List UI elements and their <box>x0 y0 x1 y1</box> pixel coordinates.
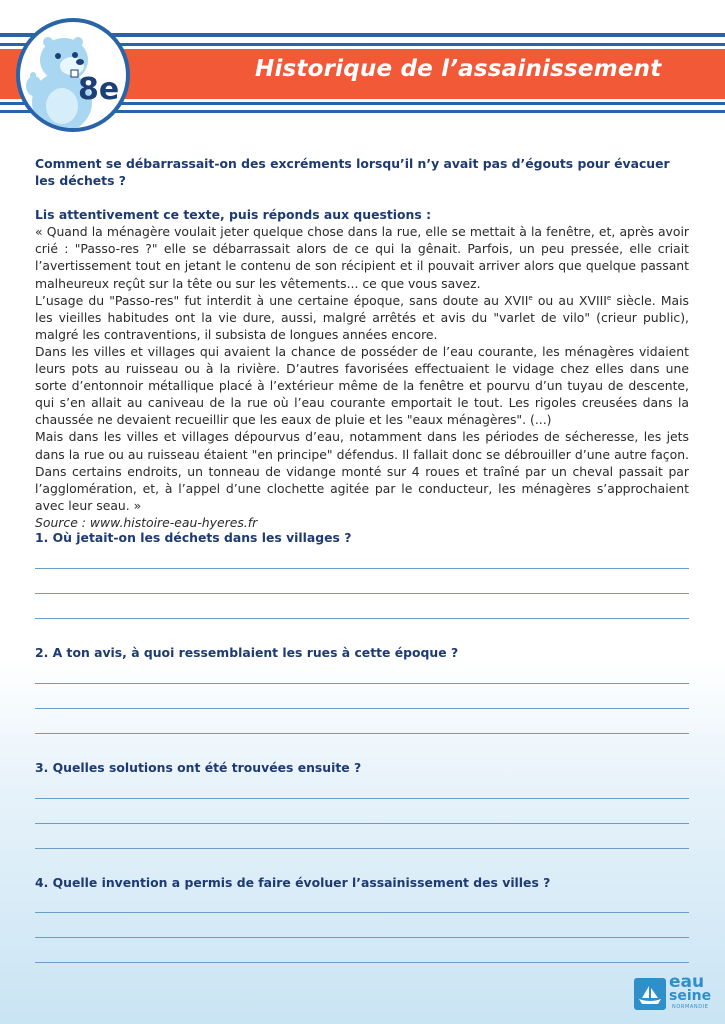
text-paragraph-2-start: L’usage du "Passo-res" fut interdit à une certaine époque, sans doute au XVII <box>35 292 529 308</box>
text-paragraph-2-mid: ou au XVIII <box>532 292 607 308</box>
superscript-e: e <box>528 293 533 302</box>
reading-section <box>35 155 689 531</box>
answer-line[interactable] <box>35 912 689 913</box>
lesson-badge <box>16 18 130 132</box>
answer-line[interactable] <box>35 823 689 824</box>
answer-line[interactable] <box>35 848 689 849</box>
reading-instruction: Lis attentivement ce texte, puis réponds aux questions : <box>35 207 432 223</box>
answer-line[interactable] <box>35 798 689 799</box>
answer-line[interactable] <box>35 708 689 709</box>
answer-line[interactable] <box>35 568 689 569</box>
answer-line[interactable] <box>35 733 689 734</box>
text-paragraph-4: Mais dans les villes et villages dépourvus d’eau, notamment dans les périodes de sécheresse, les jets dans la rue ou au ruisseau étaient "en principe" défendus. Il fallait donc se débrouiller d’une autre façon. Dans certains endroits, un tonneau de vidange monté sur 4 roues et traîné par un cheval passait par l’agglomération, et, à l’appel d’une clochette agitée par le conducteur, les ménagères s’approchaient avec leur seau. » <box>35 429 689 513</box>
text-source: Source : www.histoire-eau-hyeres.fr <box>35 514 258 530</box>
text-paragraph-1: « Quand la ménagère voulait jeter quelque chose dans la rue, elle se mettait à la fenêtre, et, après avoir crié : "Passo-res ?" elle se débarrassait alors de ce qui la gênait. Parfois, un peu pressée, elle criait l’avertissement tout en jetant le contenu de son récipient et il pouvait arriver alors que quelque passant malheureux reçût sur la tête ou sur les vêtements... ce que vous savez. <box>35 224 689 291</box>
intro-question: Comment se débarrassait-on des excréments lorsqu’il n’y avait pas d’égouts pour évacuer les déchets ? <box>35 156 670 189</box>
text-paragraph-2 <box>35 292 689 343</box>
boat-icon <box>634 978 666 1010</box>
logo-text-eau: eau <box>669 972 705 992</box>
lesson-number: 8e <box>78 72 120 107</box>
question-2: 2. A ton avis, à quoi ressemblaient les rues à cette époque ? <box>35 645 459 660</box>
text-paragraph-2-end: siècle. Mais les vieilles habitudes ont la vie dure, aussi, malgré arrêtés et avis du "varlet de vilo" (crieur public), malgré les contraventions, il subsista de longues années encore. <box>35 292 690 342</box>
superscript-e: e <box>606 293 612 302</box>
answer-line[interactable] <box>35 593 689 594</box>
logo-text-seine: seine <box>669 988 712 1004</box>
answer-line[interactable] <box>35 962 689 963</box>
answer-line[interactable] <box>35 937 689 938</box>
text-paragraph-3: Dans les villes et villages qui avaient la chance de posséder de l’eau courante, les ménagères vidaient leurs pots au ruisseau ou à la rivière. D’autres favorisées effectuaient le vidage chez elles dans une sorte d’entonnoir métallique placé à l’extérieur même de la fenêtre et pourvu d’un tuyau de descente, qui s’en allait au caniveau de la rue où l’eau courante emportait le tout. Les rigoles creusées dans la chaussée ne devaient recueillir que les eaux de pluie et les "eaux ménagères". (...) <box>35 343 689 428</box>
answer-line[interactable] <box>35 683 689 684</box>
question-3: 3. Quelles solutions ont été trouvées ensuite ? <box>35 760 362 775</box>
answer-line[interactable] <box>35 618 689 619</box>
question-4: 4. Quelle invention a permis de faire évoluer l’assainissement des villes ? <box>35 875 551 890</box>
page-title: Historique de l’assainissement <box>255 56 662 82</box>
logo-emblem-icon <box>634 978 666 1010</box>
eau-seine-normandie-logo <box>634 974 714 1014</box>
logo-text-region: NORMANDIE <box>672 1004 709 1010</box>
question-1: 1. Où jetait-on les déchets dans les villages ? <box>35 530 352 545</box>
